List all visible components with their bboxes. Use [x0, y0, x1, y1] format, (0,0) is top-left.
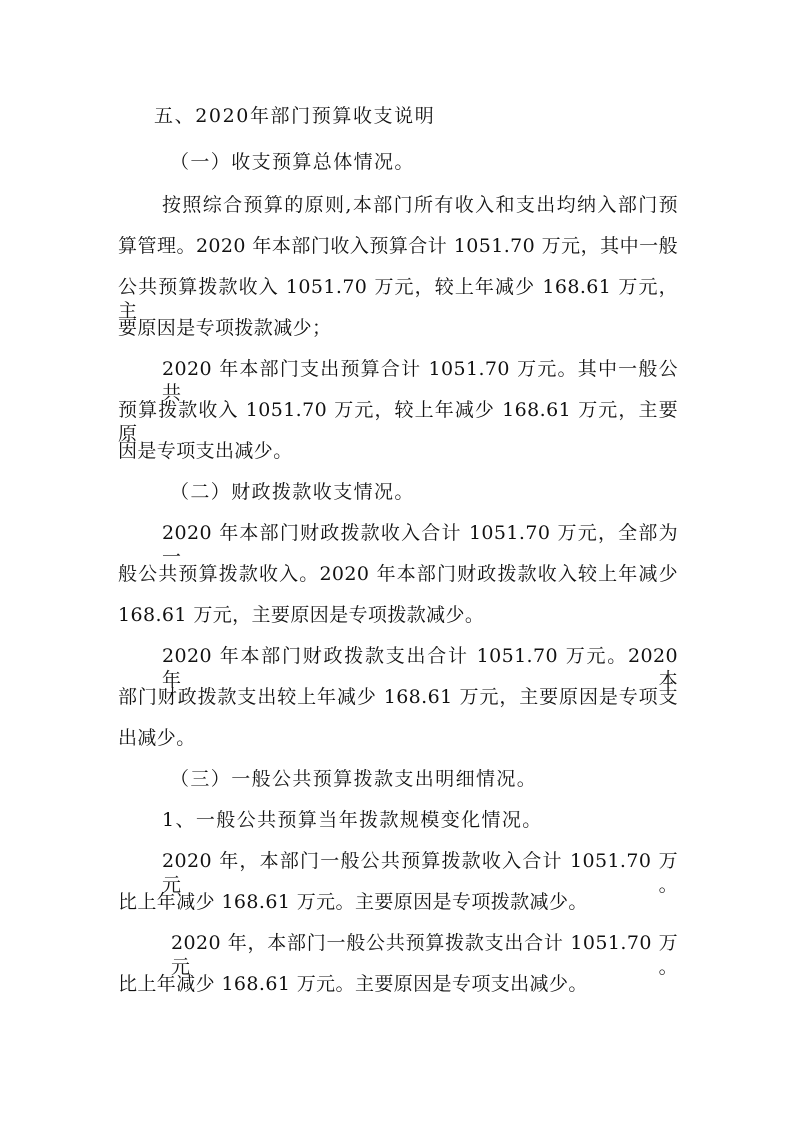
- paragraph-line: 168.61 万元，主要原因是专项拨款减少。: [118, 604, 485, 626]
- paragraph-line: 出减少。: [118, 727, 196, 749]
- paragraph-line: 预算拨款收入 1051.70 万元，较上年减少 168.61 万元，主要原: [118, 399, 678, 445]
- paragraph-line: 部门财政拨款支出较上年减少 168.61 万元，主要原因是专项支: [118, 686, 678, 708]
- section-title: 五、2020年部门预算收支说明: [154, 105, 436, 127]
- paragraph-line: 般公共预算拨款收入。2020 年本部门财政拨款收入较上年减少: [118, 563, 678, 585]
- item-title-1: 1、一般公共预算当年拨款规模变化情况。: [162, 809, 543, 831]
- paragraph-line: 2020 年本部门支出预算合计 1051.70 万元。其中一般公共: [162, 358, 678, 404]
- paragraph-line: 2020 年，本部门一般公共预算拨款支出合计 1051.70 万元。: [171, 932, 678, 978]
- paragraph-line: 2020 年本部门财政拨款支出合计 1051.70 万元。2020 年本: [162, 645, 678, 691]
- paragraph-line: 比上年减少 168.61 万元。主要原因是专项支出减少。: [118, 973, 588, 995]
- paragraph-line: 比上年减少 168.61 万元。主要原因是专项拨款减少。: [118, 891, 588, 913]
- paragraph-line: 2020 年本部门财政拨款收入合计 1051.70 万元，全部为一: [162, 522, 678, 568]
- paragraph-line: 公共预算拨款收入 1051.70 万元，较上年减少 168.61 万元，主: [118, 276, 678, 322]
- paragraph-line: 要原因是专项拨款减少；: [118, 317, 332, 339]
- paragraph-line: 算管理。2020 年本部门收入预算合计 1051.70 万元，其中一般: [118, 235, 678, 257]
- subsection-title-3: （三）一般公共预算拨款支出明细情况。: [170, 768, 538, 790]
- subsection-title-1: （一）收支预算总体情况。: [170, 151, 415, 173]
- subsection-title-2: （二）财政拨款收支情况。: [170, 481, 415, 503]
- paragraph-line: 按照综合预算的原则,本部门所有收入和支出均纳入部门预: [162, 194, 678, 216]
- paragraph-line: 2020 年，本部门一般公共预算拨款收入合计 1051.70 万元。: [162, 850, 678, 896]
- paragraph-line: 因是专项支出减少。: [118, 440, 293, 462]
